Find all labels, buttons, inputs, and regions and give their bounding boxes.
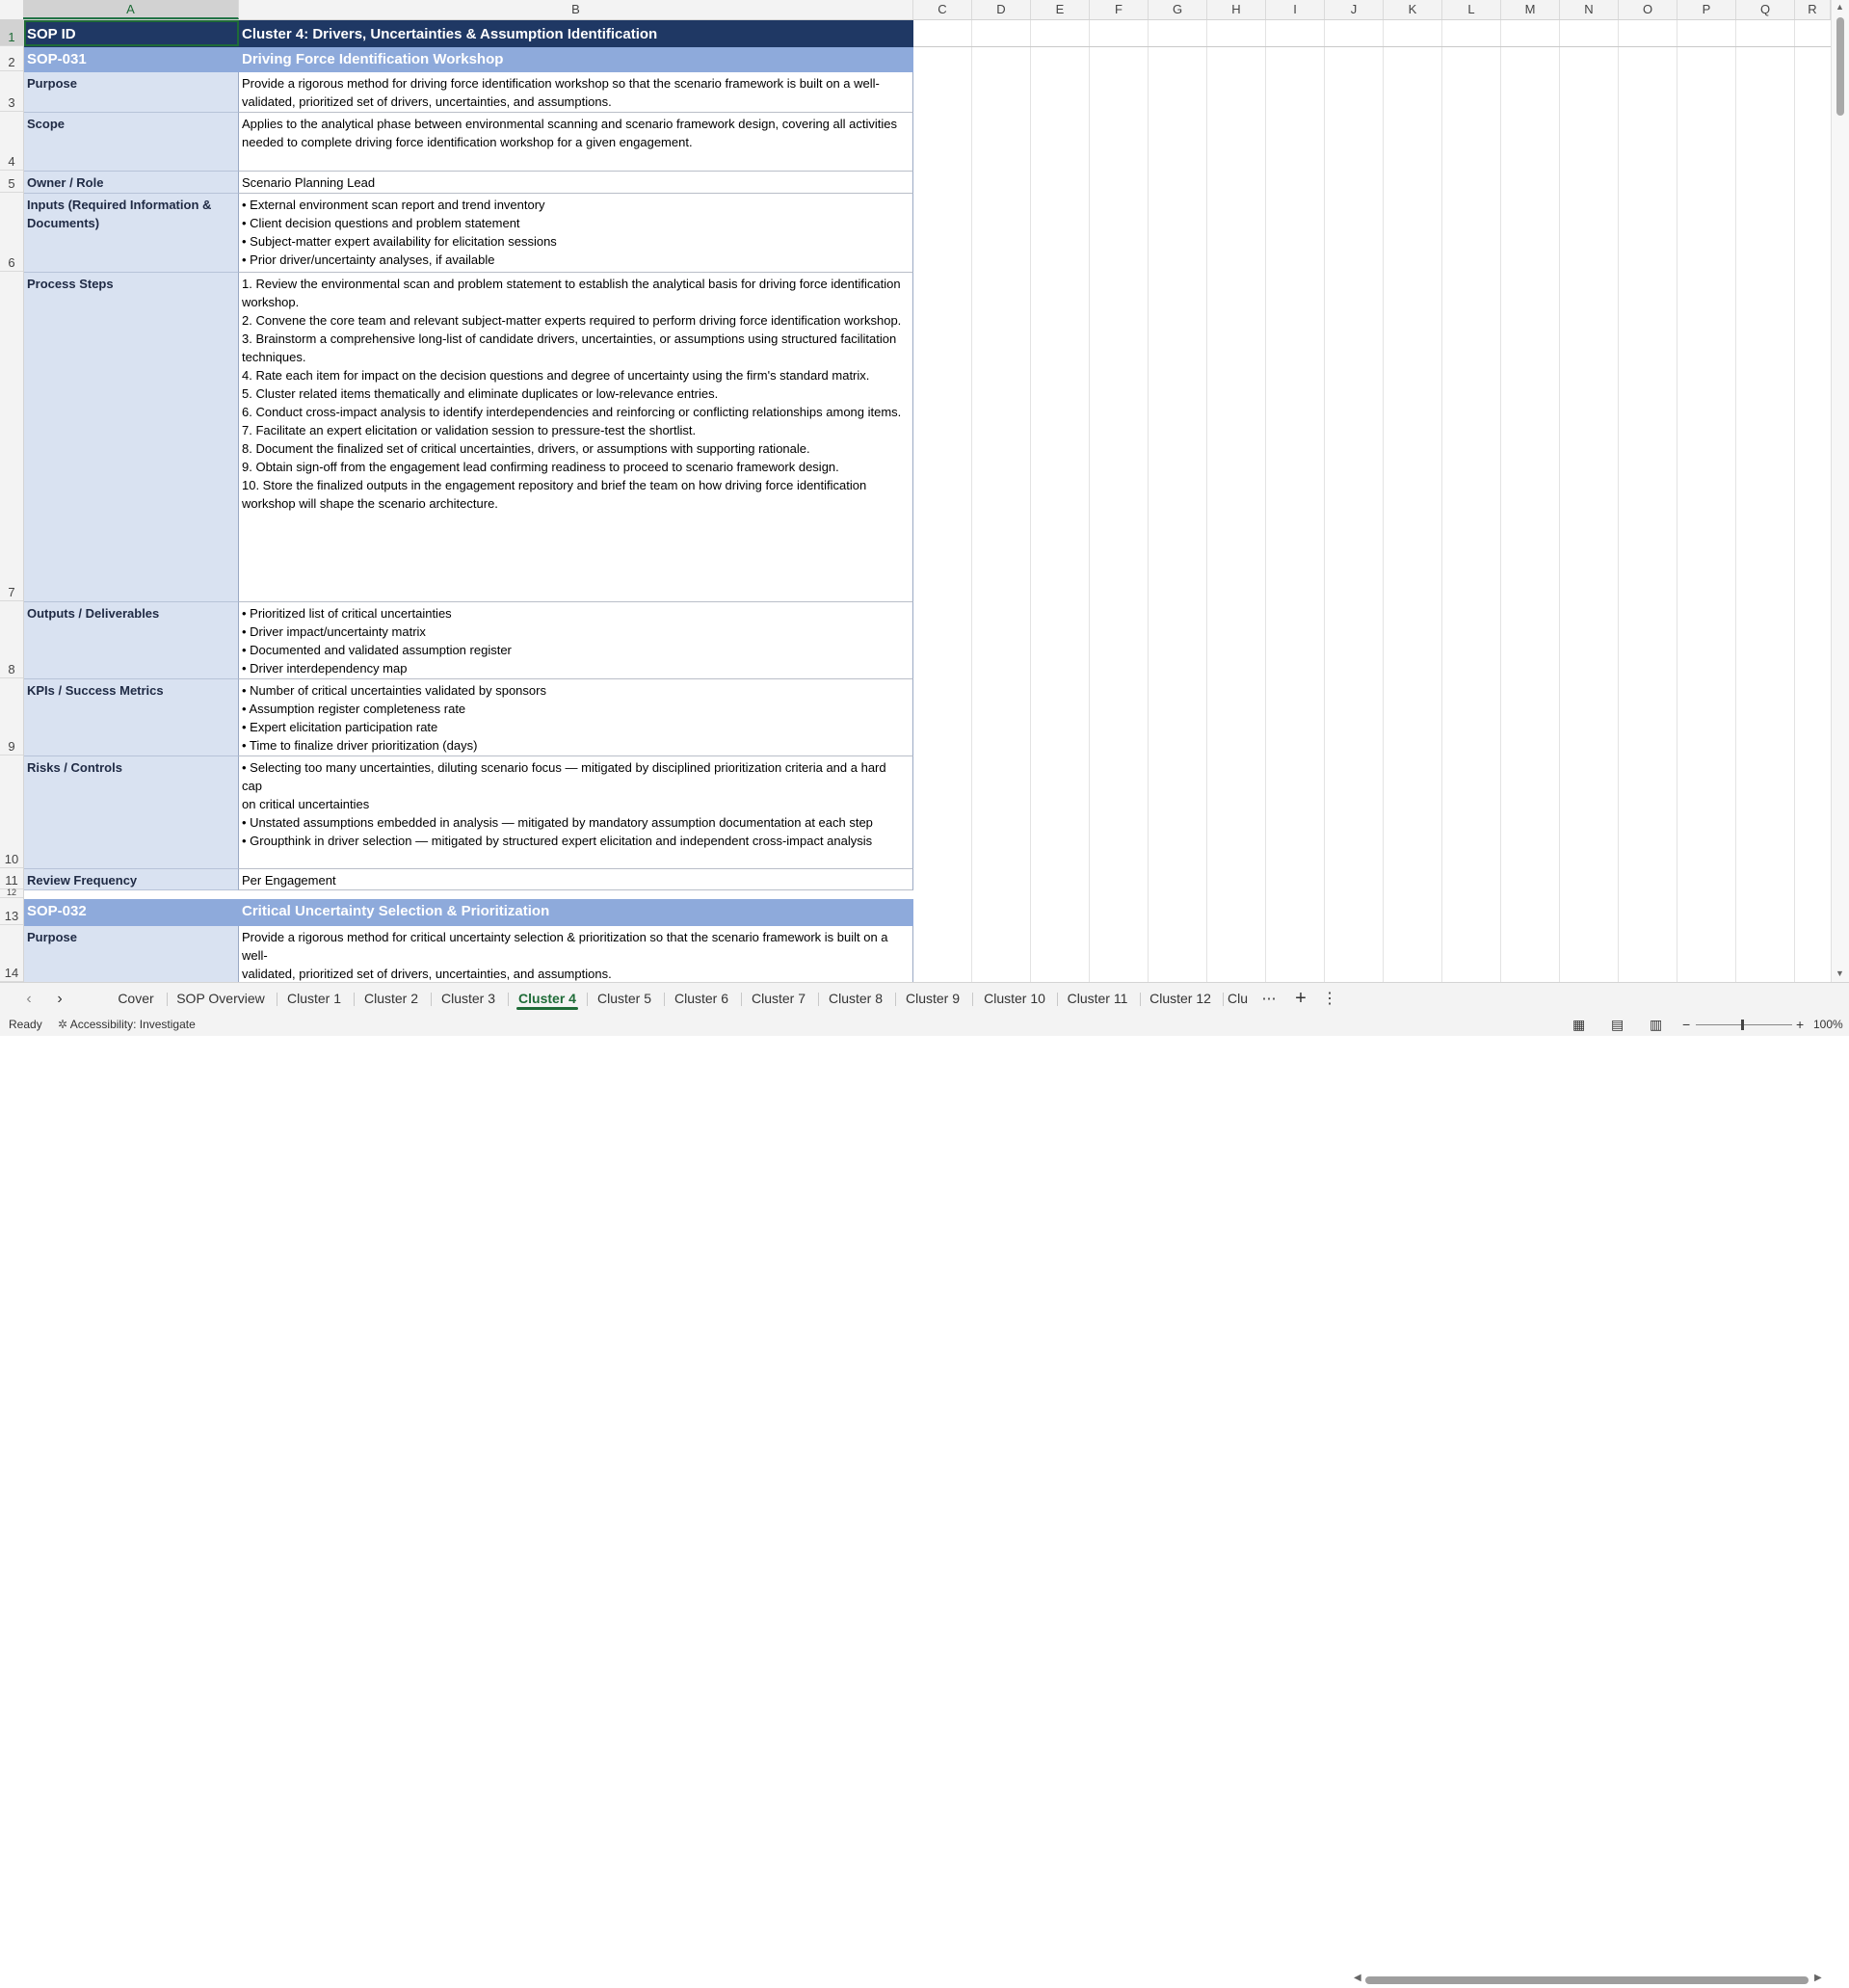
column-header-b[interactable]: B	[239, 0, 913, 19]
review-frequency-label-cell[interactable]: Review Frequency	[24, 869, 239, 890]
tab-truncated[interactable]: Clu	[1228, 991, 1249, 1006]
row-header-14[interactable]: 14	[0, 925, 23, 982]
column-header-p[interactable]: P	[1677, 0, 1736, 19]
row-header-9[interactable]: 9	[0, 678, 23, 755]
row-header-6[interactable]: 6	[0, 193, 23, 272]
scroll-down-icon[interactable]: ▼	[1836, 968, 1844, 978]
scroll-left-icon[interactable]: ◀	[1354, 1973, 1361, 1983]
column-header-i[interactable]: I	[1266, 0, 1325, 19]
tab-cluster-12[interactable]: Cluster 12	[1149, 991, 1211, 1006]
row-header-12[interactable]: 12	[0, 889, 23, 898]
tab-sop-overview[interactable]: SOP Overview	[176, 991, 265, 1006]
sop-id-cell[interactable]: SOP-032	[24, 899, 239, 926]
risks-value-cell[interactable]: • Selecting too many uncertainties, diluting scenario focus — mitigated by disciplined prioritization criteria and a hard cap on critical uncertainties • Unstated assumptions embedded in analysis — mitigated by mandatory assumption documentation at each step • Groupthink in driver selection — mitigated by structured expert elicitation and independent cross-impact analysis	[239, 756, 913, 869]
tab-cluster-8[interactable]: Cluster 8	[828, 991, 884, 1006]
accessibility-status[interactable]	[58, 1014, 196, 1036]
header-cluster-title-cell[interactable]: Cluster 4: Drivers, Uncertainties & Assumption Identification	[239, 20, 913, 47]
purpose-label-cell[interactable]: Purpose	[24, 72, 239, 113]
row-header-11[interactable]: 11	[0, 868, 23, 889]
column-header-bar	[0, 0, 1831, 20]
tab-cluster-7[interactable]: Cluster 7	[751, 991, 806, 1006]
column-header-f[interactable]: F	[1090, 0, 1149, 19]
column-header-h[interactable]: H	[1207, 0, 1266, 19]
tab-cluster-1[interactable]: Cluster 1	[286, 991, 342, 1006]
more-tabs-icon[interactable]: ⋯	[1261, 991, 1277, 1007]
row-header-8[interactable]: 8	[0, 601, 23, 678]
scroll-up-icon[interactable]: ▲	[1836, 2, 1844, 12]
row-header-13[interactable]: 13	[0, 898, 23, 925]
sop-title-cell[interactable]: Critical Uncertainty Selection & Prioritization	[239, 899, 913, 926]
next-sheet-icon[interactable]: ›	[57, 991, 63, 1007]
process-steps-value-cell[interactable]: 1. Review the environmental scan and problem statement to establish the analytical basis for driving force identification workshop. 2. Convene the core team and relevant subject-matter experts required to perform driving force identification workshop. 3. Brainstorm a comprehensive long-list of candidate drivers, uncertainties, or assumptions using structured facilitation techniques. 4. Rate each item for impact on the decision questions and degree of uncertainty using the firm's standard matrix. 5. Cluster related items thematically and eliminate duplicates or low-relevance entries. 6. Conduct cross-impact analysis to identify interdependencies and reinforcing or conflicting relationships among items. 7. Facilitate an expert elicitation or validation session to pressure-test the shortlist. 8. Document the finalized set of critical uncertainties, drivers, or assumptions with supporting rationale. 9. Obtain sign-off from the engagement lead confirming readiness to proceed to scenario framework design. 10. Store the finalized outputs in the engagement repository and brief the team on how driving force identification workshop will shape the scenario architecture.	[239, 273, 913, 602]
row-header-1[interactable]: 1	[0, 19, 23, 46]
zoom-slider[interactable]	[1696, 1024, 1792, 1025]
row-header-10[interactable]: 10	[0, 755, 23, 868]
horizontal-scrollbar[interactable]	[1354, 1973, 1826, 1988]
column-header-j[interactable]: J	[1325, 0, 1384, 19]
zoom-out-icon[interactable]: −	[1682, 1017, 1691, 1032]
outputs-label-cell[interactable]: Outputs / Deliverables	[24, 602, 239, 679]
column-header-o[interactable]: O	[1619, 0, 1677, 19]
status-ready: Ready	[9, 1018, 42, 1031]
kpis-label-cell[interactable]: KPIs / Success Metrics	[24, 679, 239, 756]
tab-cluster-2[interactable]: Cluster 2	[363, 991, 419, 1006]
scope-label-cell[interactable]: Scope	[24, 113, 239, 172]
column-header-r[interactable]: R	[1795, 0, 1831, 19]
accessibility-icon: ✲	[58, 1018, 68, 1031]
tab-cluster-9[interactable]: Cluster 9	[905, 991, 961, 1006]
column-header-q[interactable]: Q	[1736, 0, 1795, 19]
horizontal-scroll-thumb[interactable]	[1365, 1976, 1809, 1984]
tab-options-icon[interactable]: ⋮	[1322, 991, 1337, 1007]
sop-id-cell[interactable]: SOP-031	[24, 47, 239, 72]
tab-cluster-5[interactable]: Cluster 5	[596, 991, 652, 1006]
column-header-d[interactable]: D	[972, 0, 1031, 19]
risks-label-cell[interactable]: Risks / Controls	[24, 756, 239, 869]
zoom-level[interactable]: 100%	[1813, 1018, 1843, 1031]
inputs-value-cell[interactable]: • External environment scan report and trend inventory • Client decision questions and problem statement • Subject-matter expert availability for elicitation sessions • Prior driver/uncertainty analyses, if available	[239, 194, 913, 273]
page-break-preview-icon[interactable]: ▥	[1650, 1017, 1663, 1032]
vertical-scrollbar[interactable]	[1831, 0, 1849, 982]
purpose-value-cell[interactable]: Provide a rigorous method for driving force identification workshop so that the scenario framework is built on a well- validated, prioritized set of drivers, uncertainties, and assumptions.	[239, 72, 913, 113]
column-header-l[interactable]: L	[1442, 0, 1501, 19]
purpose-label-cell[interactable]: Purpose	[24, 926, 239, 982]
status-bar	[0, 1014, 1849, 1036]
accessibility-label: Accessibility: Investigate	[69, 1018, 196, 1031]
column-header-m[interactable]: M	[1501, 0, 1560, 19]
tab-cluster-6[interactable]: Cluster 6	[674, 991, 729, 1006]
column-header-n[interactable]: N	[1560, 0, 1619, 19]
column-header-k[interactable]: K	[1384, 0, 1442, 19]
tab-cluster-4[interactable]: Cluster 4	[513, 983, 582, 1015]
sop-title-cell[interactable]: Driving Force Identification Workshop	[239, 47, 913, 72]
purpose-value-cell[interactable]: Provide a rigorous method for critical uncertainty selection & prioritization so that the scenario framework is built on a well- validated, prioritized set of drivers, uncertainties, and assumptions.	[239, 926, 913, 982]
row-header-bar	[0, 19, 24, 982]
prev-sheet-icon[interactable]: ‹	[26, 991, 32, 1007]
owner-role-value-cell[interactable]: Scenario Planning Lead	[239, 172, 913, 194]
scope-value-cell[interactable]: Applies to the analytical phase between environmental scanning and scenario framework design, covering all activities needed to complete driving force identification workshop for a given engagement.	[239, 113, 913, 172]
header-sop-id-cell[interactable]: SOP ID	[24, 20, 239, 47]
page-layout-view-icon[interactable]: ▤	[1611, 1017, 1624, 1032]
review-frequency-value-cell[interactable]: Per Engagement	[239, 869, 913, 890]
scroll-right-icon[interactable]: ▶	[1814, 1973, 1822, 1983]
column-header-g[interactable]: G	[1149, 0, 1207, 19]
tab-cluster-10[interactable]: Cluster 10	[984, 991, 1045, 1006]
inputs-label-cell[interactable]: Inputs (Required Information & Documents)	[24, 194, 239, 273]
zoom-in-icon[interactable]: +	[1796, 1017, 1805, 1032]
tab-cover[interactable]: Cover	[118, 991, 154, 1006]
outputs-value-cell[interactable]: • Prioritized list of critical uncertainties • Driver impact/uncertainty matrix • Documented and validated assumption register • Driver interdependency map	[239, 602, 913, 679]
zoom-slider-thumb[interactable]	[1741, 1020, 1744, 1030]
column-header-e[interactable]: E	[1031, 0, 1090, 19]
row-header-4[interactable]: 4	[0, 112, 23, 171]
row-header-2[interactable]: 2	[0, 46, 23, 71]
column-header-a[interactable]: A	[23, 0, 239, 19]
vertical-scroll-thumb[interactable]	[1836, 17, 1844, 116]
row-header-7[interactable]: 7	[0, 272, 23, 601]
process-steps-label-cell[interactable]: Process Steps	[24, 273, 239, 602]
kpis-value-cell[interactable]: • Number of critical uncertainties validated by sponsors • Assumption register completeness rate • Expert elicitation participation rate • Time to finalize driver prioritization (days)	[239, 679, 913, 756]
row-header-5[interactable]: 5	[0, 171, 23, 193]
add-sheet-icon[interactable]: +	[1295, 988, 1307, 1009]
worksheet-grid[interactable]	[24, 20, 1831, 982]
row-header-3[interactable]: 3	[0, 71, 23, 112]
tab-cluster-11[interactable]: Cluster 11	[1067, 991, 1128, 1006]
column-header-c[interactable]: C	[913, 0, 972, 19]
tab-cluster-3[interactable]: Cluster 3	[440, 991, 496, 1006]
owner-role-label-cell[interactable]: Owner / Role	[24, 172, 239, 194]
normal-view-icon[interactable]: ▦	[1572, 1017, 1586, 1032]
